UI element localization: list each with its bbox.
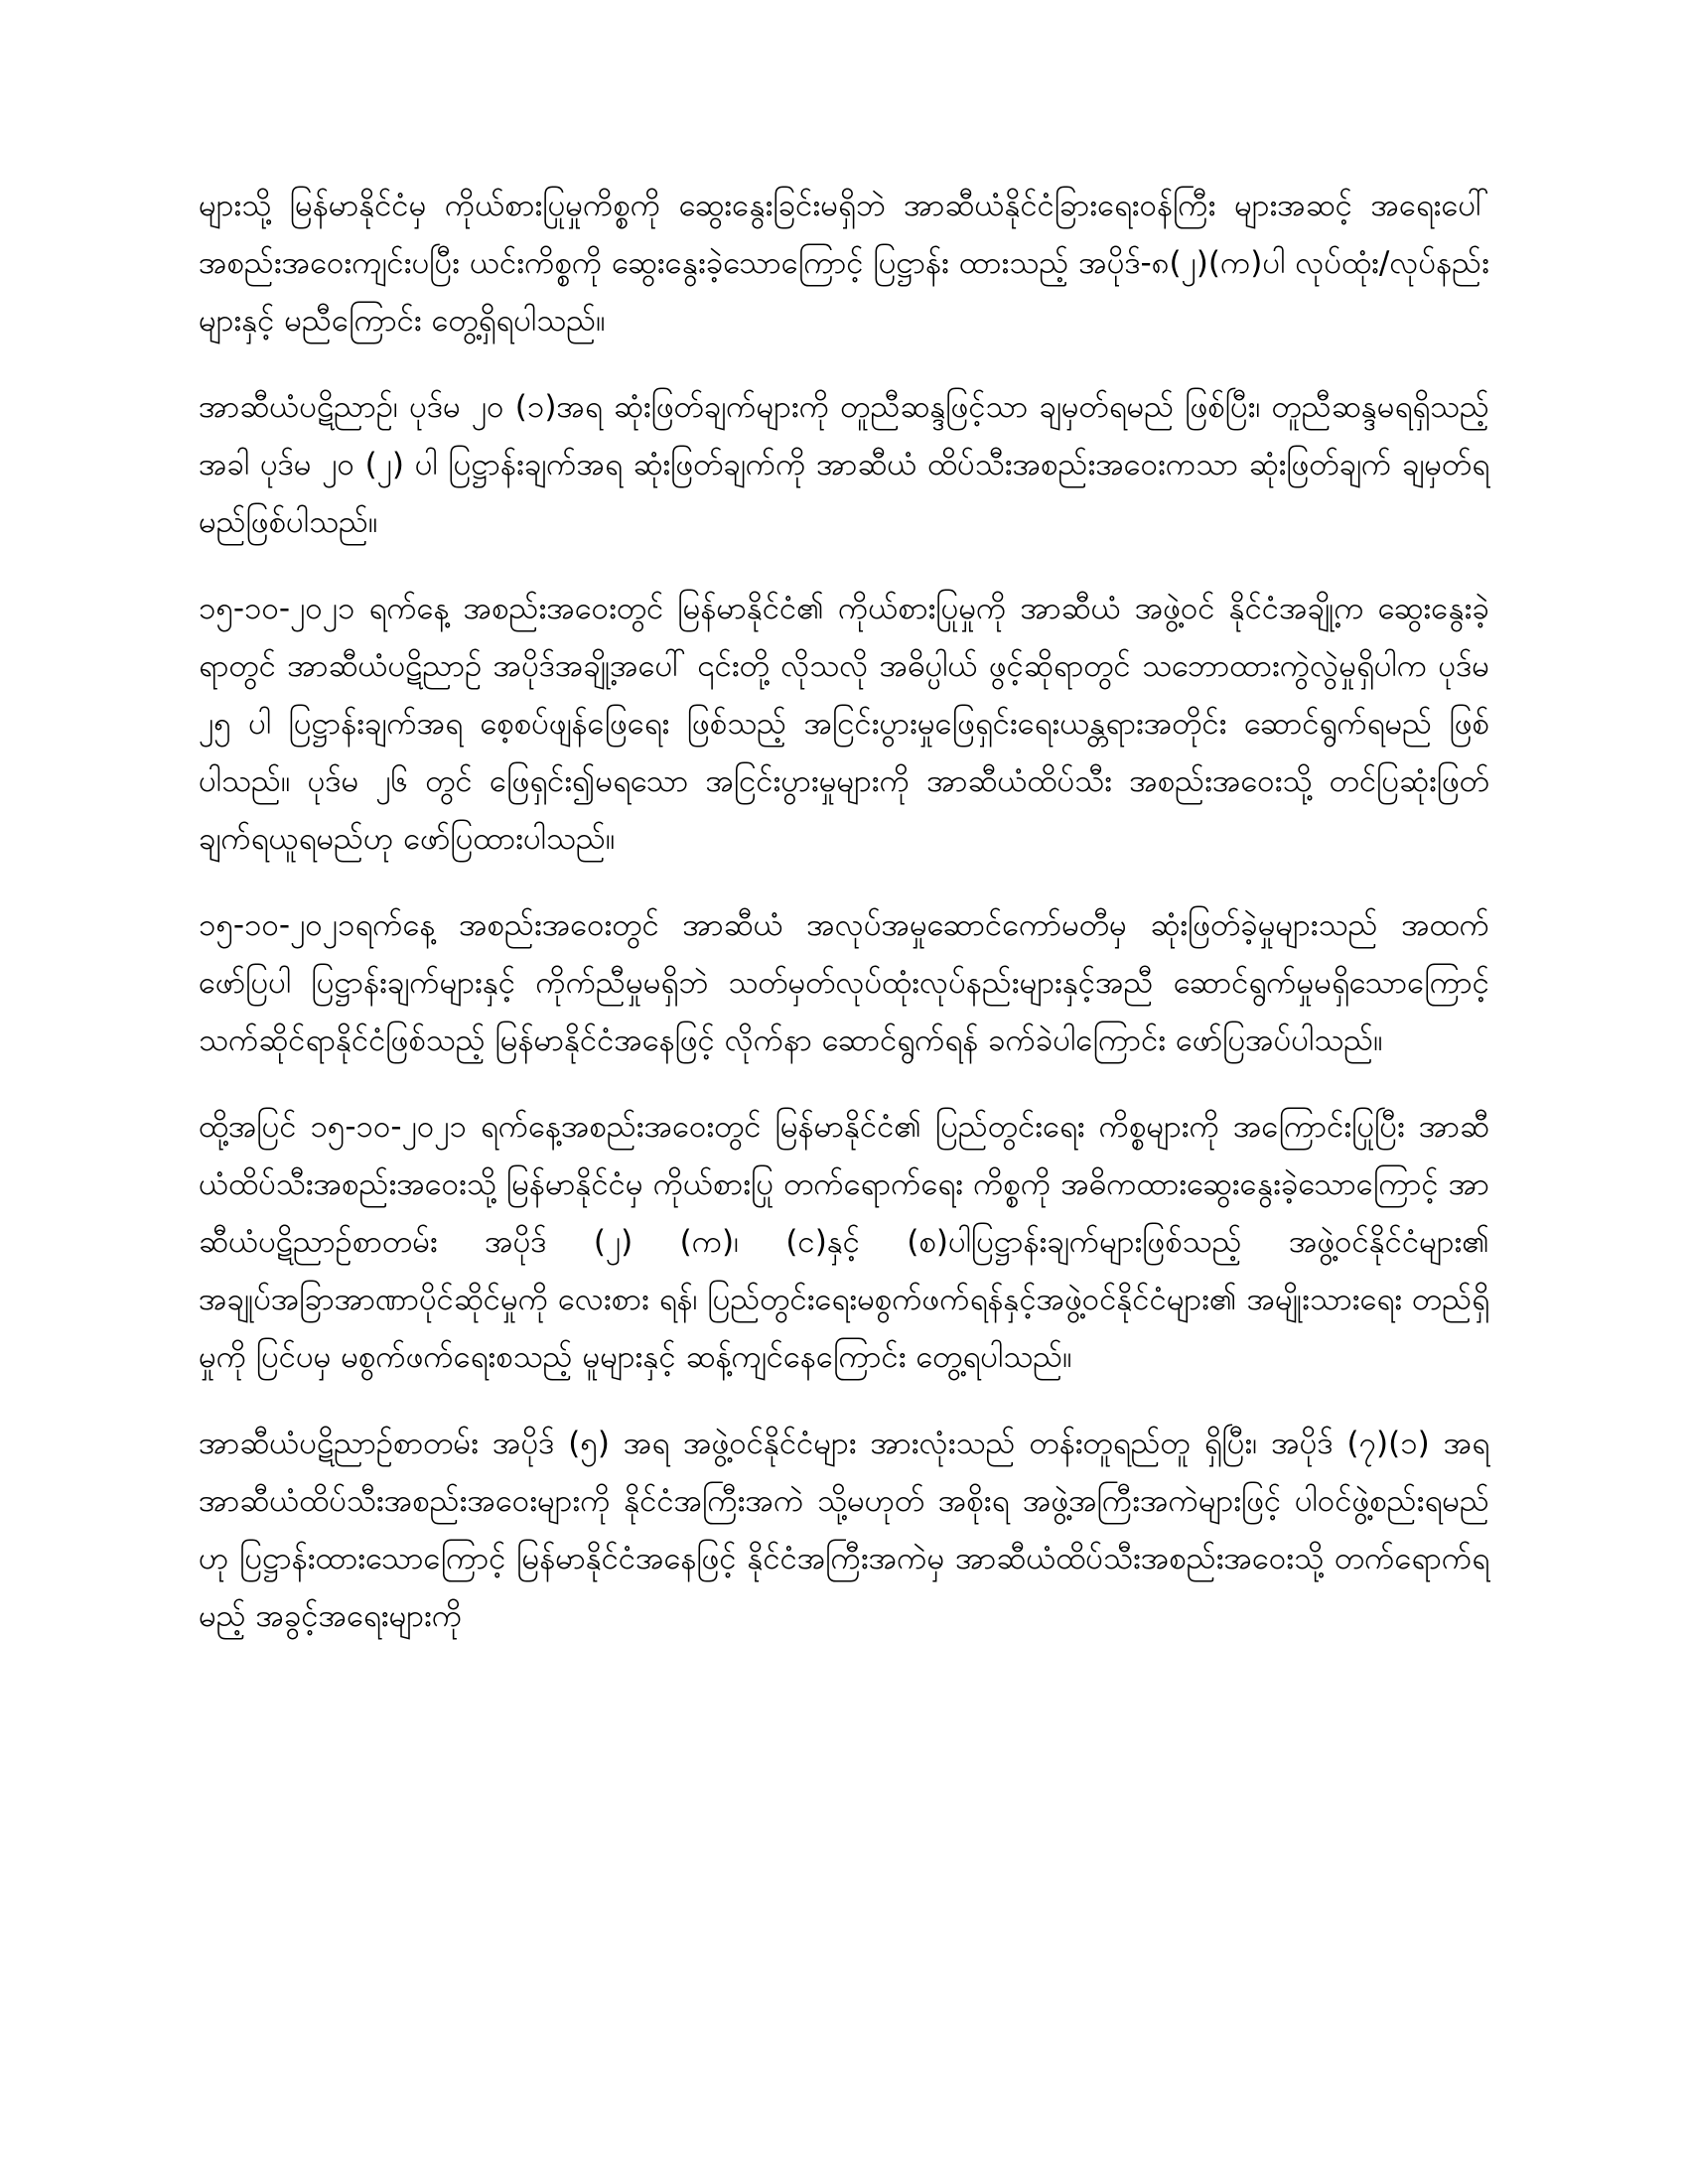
- paragraph-2: အာဆီယံပဋိညာဉ်၊ ပုဒ်မ ၂၀ (၁)အရ ဆုံးဖြတ်ချက်များကို တူညီဆန္ဒဖြင့်သာ ချမှတ်ရမည် ဖြစ်ပြီး၊ တူညီဆန္ဒမရရှိသည့်အခါ ပုဒ်မ ၂၀ (၂) ပါ ပြဋ္ဌာန်းချက်အရ ဆုံးဖြတ်ချက်ကို အာဆီယံ ထိပ်သီးအစည်းအဝေးကသာ ဆုံးဖြတ်ချက် ချမှတ်ရမည်ဖြစ်ပါသည်။: [199, 389, 1489, 540]
- paragraph-5: ထို့အပြင် ၁၅-၁၀-၂၀၂၁ ရက်နေ့အစည်းအဝေးတွင် မြန်မာနိုင်ငံ၏ ပြည်တွင်းရေး ကိစ္စများကို အကြောင်းပြုပြီး အာဆီယံထိပ်သီးအစည်းအဝေးသို့ မြန်မာနိုင်ငံမှ ကိုယ်စားပြု တက်ရောက်ရေး ကိစ္စကို အဓိကထားဆွေးနွေးခဲ့သောကြောင့် အာဆီယံပဋိညာဉ်စာတမ်း အပိုဒ် (၂) (က)၊ (င)နှင့် (စ)ပါပြဋ္ဌာန်းချက်များဖြစ်သည့် အဖွဲ့ဝင်နိုင်ငံများ၏ အချုပ်အခြာအာဏာပိုင်ဆိုင်မှုကို လေးစား ရန်၊ ပြည်တွင်းရေးမစွက်ဖက်ရန်နှင့်အဖွဲ့ဝင်နိုင်ငံများ၏ အမျိုးသားရေး တည်ရှိမှုကို ပြင်ပမှ မစွက်ဖက်ရေးစသည့် မူများနှင့် ဆန့်ကျင်နေကြောင်း တွေ့ရပါသည်။: [199, 1109, 1489, 1375]
- paragraph-1: များသို့ မြန်မာနိုင်ငံမှ ကိုယ်စားပြုမှုကိစ္စကို ဆွေးနွေးခြင်းမရှိဘဲ အာဆီယံနိုင်ငံခြားရေးဝန်ကြီး များအဆင့် အရေးပေါ်အစည်းအဝေးကျင်းပပြီး ယင်းကိစ္စကို ဆွေးနွေးခဲ့သောကြောင့် ပြဋ္ဌာန်း ထားသည့် အပိုဒ်-၈(၂)(က)ပါ လုပ်ထုံး/လုပ်နည်းများနှင့် မညီကြောင်း တွေ့ရှိရပါသည်။: [199, 188, 1489, 339]
- paragraph-4: ၁၅-၁၀-၂၀၂၁ရက်နေ့ အစည်းအဝေးတွင် အာဆီယံ အလုပ်အမှုဆောင်ကော်မတီမှ ဆုံးဖြတ်ခဲ့မှုများသည် အထက်ဖော်ပြပါ ပြဋ္ဌာန်းချက်များနှင့် ကိုက်ညီမှုမရှိဘဲ သတ်မှတ်လုပ်ထုံးလုပ်နည်းများနှင့်အညီ ဆောင်ရွက်မှုမရှိသောကြောင့် သက်ဆိုင်ရာနိုင်ငံဖြစ်သည့် မြန်မာနိုင်ငံအနေဖြင့် လိုက်နာ ဆောင်ရွက်ရန် ခက်ခဲပါကြောင်း ဖော်ပြအပ်ပါသည်။: [199, 907, 1489, 1058]
- paragraph-6: အာဆီယံပဋိညာဉ်စာတမ်း အပိုဒ် (၅) အရ အဖွဲ့ဝင်နိုင်ငံများ အားလုံးသည် တန်းတူရည်တူ ရှိပြီး၊ အပိုဒ် (၇)(၁) အရ အာဆီယံထိပ်သီးအစည်းအဝေးများကို နိုင်ငံအကြီးအကဲ သို့မဟုတ် အစိုးရ အဖွဲ့အကြီးအကဲများဖြင့် ပါဝင်ဖွဲ့စည်းရမည်ဟု ပြဋ္ဌာန်းထားသောကြောင့် မြန်မာနိုင်ငံအနေဖြင့် နိုင်ငံအကြီးအကဲမှ အာဆီယံထိပ်သီးအစည်းအဝေးသို့ တက်ရောက်ရမည့် အခွင့်အရေးများကို: [199, 1426, 1489, 1634]
- document-body: [199, 177, 1489, 1645]
- paragraph-3: ၁၅-၁၀-၂၀၂၁ ရက်နေ့ အစည်းအဝေးတွင် မြန်မာနိုင်ငံ၏ ကိုယ်စားပြုမှုကို အာဆီယံ အဖွဲ့ဝင် နိုင်ငံအချို့က ဆွေးနွေးခဲ့ရာတွင် အာဆီယံပဋိညာဉ် အပိုဒ်အချို့အပေါ် ၎င်းတို့ လိုသလို အဓိပ္ပါယ် ဖွင့်ဆိုရာတွင် သဘောထားကွဲလွဲမှုရှိပါက ပုဒ်မ ၂၅ ပါ ပြဋ္ဌာန်းချက်အရ စေ့စပ်ဖျန်ဖြေရေး ဖြစ်သည့် အငြင်းပွားမှုဖြေရှင်းရေးယန္တရားအတိုင်း ဆောင်ရွက်ရမည် ဖြစ်ပါသည်။ ပုဒ်မ ၂၆ တွင် ဖြေရှင်း၍မရသော အငြင်းပွားမှုများကို အာဆီယံထိပ်သီး အစည်းအဝေးသို့ တင်ပြဆုံးဖြတ် ချက်ရယူရမည်ဟု ဖော်ပြထားပါသည်။: [199, 591, 1489, 857]
